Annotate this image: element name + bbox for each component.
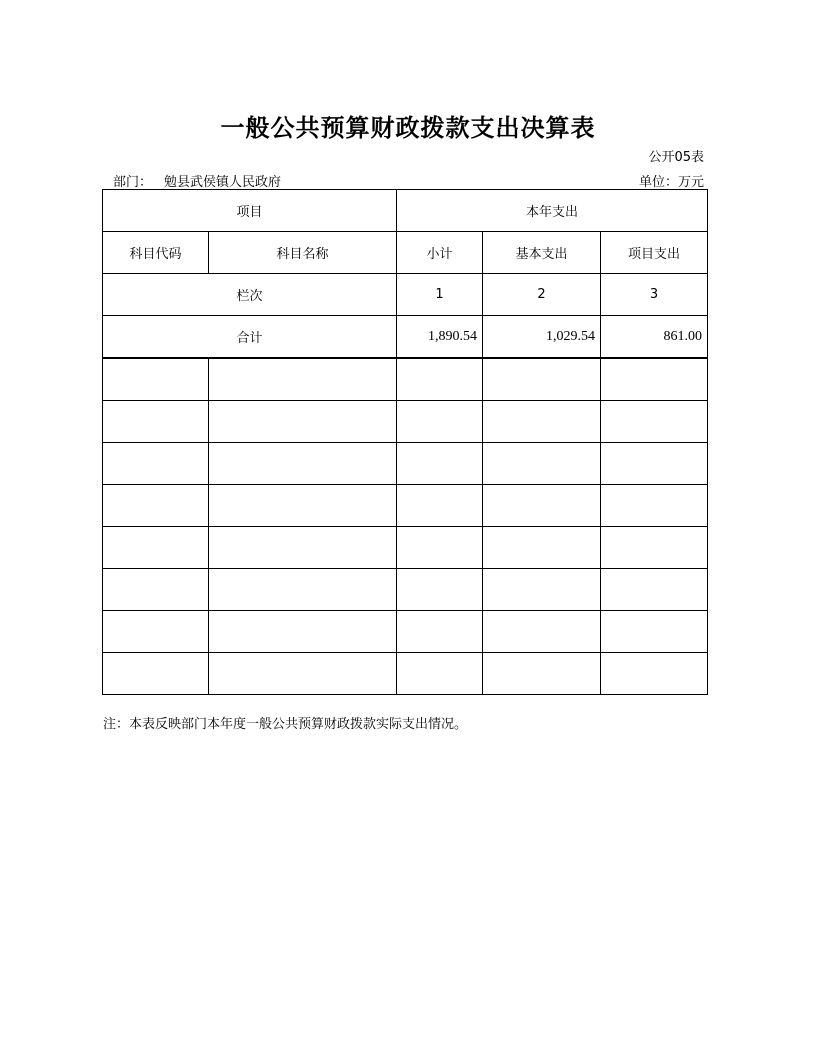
expenditure-table: [102, 189, 708, 695]
department-label: 部门：: [113, 175, 153, 190]
table-cell: [483, 527, 601, 569]
table-cell: [397, 358, 483, 401]
table-cell: [483, 653, 601, 695]
header-project: 项目: [103, 190, 397, 232]
table-cell: [209, 443, 397, 485]
table-row: [103, 443, 708, 485]
table-cell: [103, 443, 209, 485]
table-row: [103, 401, 708, 443]
table-cell: [601, 653, 708, 695]
header-code: 科目代码: [103, 232, 209, 274]
total-subtotal: 1,890.54: [397, 316, 483, 359]
column-index-2: 2: [483, 274, 601, 316]
table-cell: [103, 611, 209, 653]
header-project-exp: 项目支出: [601, 232, 708, 274]
table-cell: [483, 401, 601, 443]
table-cell: [209, 569, 397, 611]
table-cell: [601, 611, 708, 653]
column-index-3: 3: [601, 274, 708, 316]
table-cell: [103, 401, 209, 443]
header-subtotal: 小计: [397, 232, 483, 274]
department-line: [113, 171, 281, 190]
table-cell: [209, 401, 397, 443]
table-cell: [103, 485, 209, 527]
total-project-exp: 861.00: [601, 316, 708, 359]
table-cell: [483, 611, 601, 653]
table-cell: [601, 485, 708, 527]
header-row-1: [103, 190, 708, 232]
footnote: 注：本表反映部门本年度一般公共预算财政拨款实际支出情况。: [103, 717, 468, 732]
table-cell: [483, 358, 601, 401]
header-row-2: [103, 232, 708, 274]
table-cell: [397, 611, 483, 653]
column-index-row: [103, 274, 708, 316]
table-cell: [601, 527, 708, 569]
table-cell: [397, 653, 483, 695]
table-cell: [397, 527, 483, 569]
table-row: [103, 611, 708, 653]
table-cell: [103, 653, 209, 695]
table-cell: [397, 443, 483, 485]
table-cell: [397, 569, 483, 611]
table-cell: [601, 401, 708, 443]
table-cell: [209, 653, 397, 695]
table-row: [103, 569, 708, 611]
table-cell: [483, 569, 601, 611]
table-cell: [209, 485, 397, 527]
table-row: [103, 653, 708, 695]
table-cell: [601, 358, 708, 401]
table-row: [103, 485, 708, 527]
header-current-year: 本年支出: [397, 190, 708, 232]
table-row: [103, 527, 708, 569]
department-name: 勉县武侯镇人民政府: [164, 175, 282, 190]
table-cell: [209, 358, 397, 401]
table-cell: [103, 569, 209, 611]
total-row: [103, 316, 708, 359]
header-basic: 基本支出: [483, 232, 601, 274]
table-cell: [601, 443, 708, 485]
table-cell: [103, 527, 209, 569]
table-cell: [483, 485, 601, 527]
table-cell: [209, 611, 397, 653]
table-cell: [601, 569, 708, 611]
page-title: 一般公共预算财政拨款支出决算表: [220, 114, 596, 142]
unit-label: 单位：万元: [638, 175, 704, 190]
table-cell: [209, 527, 397, 569]
table-row: [103, 358, 708, 401]
table-cell: [483, 443, 601, 485]
header-name: 科目名称: [209, 232, 397, 274]
column-index-1: 1: [397, 274, 483, 316]
total-basic: 1,029.54: [483, 316, 601, 359]
total-label: 合计: [103, 316, 397, 359]
column-index-label: 栏次: [103, 274, 397, 316]
table-cell: [397, 401, 483, 443]
form-number: 公开05表: [648, 150, 704, 165]
table-cell: [103, 358, 209, 401]
table-cell: [397, 485, 483, 527]
